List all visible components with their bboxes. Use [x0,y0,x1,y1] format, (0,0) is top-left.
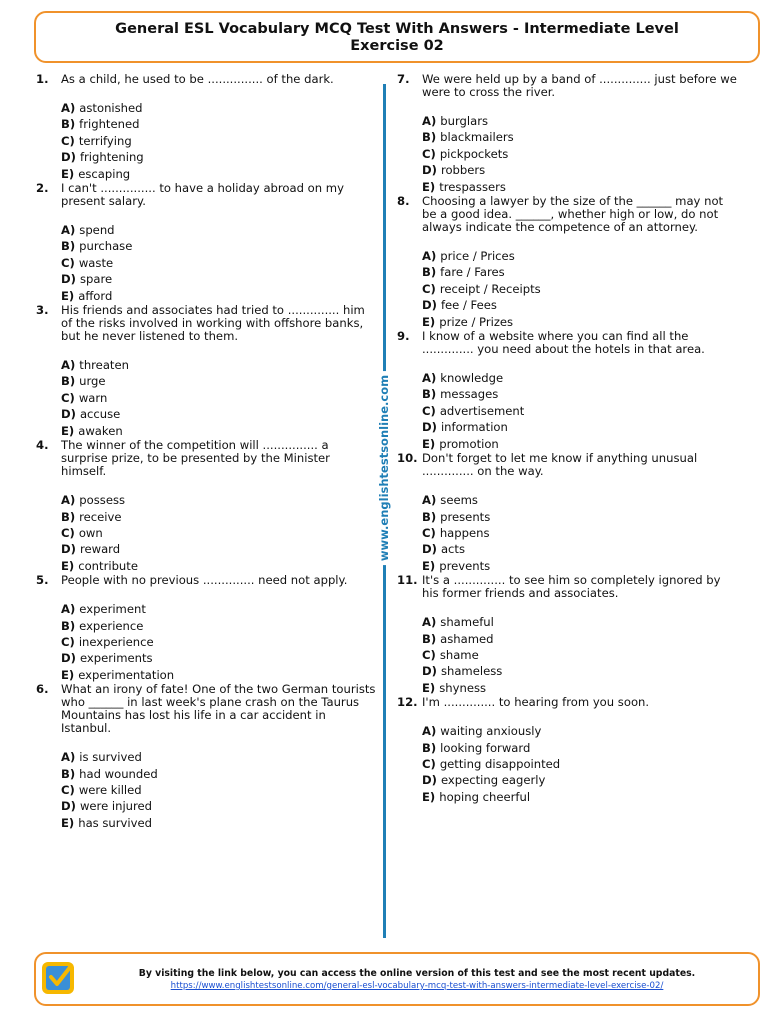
option-d[interactable] [422,162,737,178]
option-letter: D) [422,163,437,178]
option-letter: A) [422,493,437,508]
option-text: fare / Fares [440,265,505,280]
option-letter: E) [61,288,75,303]
option-text: contribute [78,558,138,573]
question-text: We were held up by a band of .............. just before we were to cross the river. [422,72,737,99]
option-text: experience [79,618,144,633]
option-letter: B) [422,631,437,646]
option-a[interactable] [422,492,737,508]
option-c[interactable] [422,647,737,663]
option-letter: D) [422,773,437,788]
footer-box [34,952,760,1006]
option-text: prize / Prizes [439,314,514,329]
option-text: happens [439,525,490,540]
option-d[interactable] [61,149,376,165]
option-text: had wounded [79,766,158,781]
option-letter: B) [61,239,76,254]
option-a[interactable] [422,614,737,630]
option-text: frightening [79,150,144,165]
question-12 [397,696,737,805]
option-d[interactable] [422,541,737,557]
option-letter: D) [422,542,437,557]
question-text: It's a .............. to see him so completely ignored by his former friends and associates. [422,573,721,601]
option-a[interactable] [61,492,376,508]
option-b[interactable] [422,631,737,647]
question-number: 5. [36,573,49,588]
question-3 [36,304,376,439]
option-d[interactable] [61,271,376,287]
option-a[interactable] [422,248,737,264]
option-b[interactable] [61,116,376,132]
site-watermark: www.englishtestsonline.com [377,371,391,565]
option-c[interactable] [61,634,376,650]
question-text: What an irony of fate! One of the two German tourists who ______ in last week's plane crash on the Taurus Mountains has lost his life in a car accident in Istanbul. [61,682,376,736]
option-list [422,248,737,330]
question-text: Choosing a lawyer by the size of the ______ may not be a good idea. ______, whether high or low, do not always indicate the competence of an attorney. [422,194,724,235]
option-letter: A) [61,602,76,617]
option-text: expecting eagerly [440,773,546,788]
option-letter: D) [61,799,76,814]
title-box [34,11,760,63]
option-letter: B) [61,618,76,633]
option-text: shame [439,647,479,662]
option-text: acts [440,542,466,557]
option-d[interactable] [422,772,737,788]
option-letter: A) [422,114,437,128]
option-b[interactable] [61,766,376,782]
option-e[interactable] [61,815,376,831]
option-text: own [78,525,103,540]
option-letter: A) [61,493,76,508]
option-text: price / Prices [440,249,515,264]
question-4 [36,439,376,574]
option-text: inexperience [78,634,154,649]
option-text: information [440,420,508,435]
option-text: blackmailers [440,130,514,145]
option-letter: D) [422,420,437,435]
option-text: looking forward [440,740,531,755]
option-text: possess [79,493,126,508]
question-number: 2. [36,181,49,196]
option-letter: D) [61,542,76,557]
question-1 [36,73,376,182]
question-10 [397,452,737,574]
option-text: purchase [79,239,133,254]
option-b[interactable] [422,129,737,145]
option-text: advertisement [439,403,525,418]
option-e[interactable] [422,436,737,452]
option-letter: A) [422,249,437,264]
checkmark-icon [42,962,74,994]
option-c[interactable] [61,782,376,798]
option-text: seems [440,493,478,508]
option-letter: B) [422,740,437,755]
question-5 [36,574,376,683]
option-letter: A) [61,223,76,238]
option-text: awaken [78,423,123,438]
option-a[interactable] [422,113,737,129]
question-number: 4. [36,438,49,453]
option-e[interactable] [422,680,737,696]
option-c[interactable] [422,403,737,419]
option-letter: C) [61,525,75,540]
option-text: promotion [439,436,499,451]
option-letter: D) [422,664,437,679]
question-number: 6. [36,682,49,697]
page-title-line2: Exercise 02 [350,38,444,54]
option-letter: C) [422,525,436,540]
option-list [422,614,737,696]
right-column [397,73,737,805]
option-letter: B) [61,766,76,781]
option-text: ashamed [440,631,494,646]
option-letter: A) [61,358,76,373]
question-9 [397,330,737,452]
question-number: 1. [36,72,49,86]
option-text: were injured [79,799,153,814]
option-text: trespassers [439,179,506,194]
option-text: burglars [440,114,489,128]
option-c[interactable] [61,390,376,406]
option-c[interactable] [422,146,737,162]
option-text: spare [79,272,113,287]
option-e[interactable] [61,558,376,574]
option-list [422,492,737,574]
option-text: pickpockets [439,146,509,161]
option-e[interactable] [61,288,376,304]
option-c[interactable] [61,133,376,149]
option-e[interactable] [61,166,376,182]
option-letter: D) [61,651,76,666]
option-list [61,357,376,439]
option-a[interactable] [422,370,737,386]
option-letter: C) [61,634,75,649]
option-letter: A) [422,371,437,386]
option-b[interactable] [61,509,376,525]
option-e[interactable] [422,179,737,195]
option-b[interactable] [422,264,737,280]
option-text: were killed [78,782,142,797]
question-number: 10. [397,451,418,466]
option-list [422,370,737,452]
option-text: afford [78,288,113,303]
option-text: getting disappointed [439,756,561,771]
option-letter: B) [61,509,76,524]
option-c[interactable] [61,525,376,541]
option-letter: E) [422,789,436,804]
question-text: I'm .............. to hearing from you soon. [422,695,650,710]
option-letter: C) [422,281,436,296]
option-d[interactable] [422,297,737,313]
option-letter: E) [422,680,436,695]
option-a[interactable] [61,100,376,116]
option-a[interactable] [61,749,376,765]
option-letter: B) [422,265,437,280]
option-letter: B) [61,374,76,389]
option-letter: A) [422,615,437,630]
option-text: is survived [79,750,142,765]
option-letter: E) [61,815,75,830]
option-text: frightened [79,117,140,132]
option-b[interactable] [61,618,376,634]
question-number: 9. [397,329,410,344]
option-letter: C) [61,782,75,797]
question-text: I know of a website where you can find all the .............. you need about the hotels in that area. [422,329,705,357]
option-a[interactable] [61,601,376,617]
option-b[interactable] [422,509,737,525]
option-b[interactable] [61,238,376,254]
left-column [36,73,376,831]
option-a[interactable] [422,723,737,739]
question-number: 7. [397,72,410,86]
option-list [422,113,737,195]
option-b[interactable] [422,386,737,402]
option-text: has survived [78,815,152,830]
option-text: terrifying [78,133,132,148]
option-text: receive [79,509,122,524]
option-letter: E) [61,558,75,573]
option-text: knowledge [440,371,504,386]
option-text: shameless [440,664,503,679]
option-text: reward [79,542,121,557]
option-c[interactable] [422,281,737,297]
option-b[interactable] [61,373,376,389]
option-d[interactable] [422,419,737,435]
option-letter: D) [61,150,76,165]
option-text: shameful [440,615,494,630]
option-letter: D) [422,298,437,313]
option-text: shyness [439,680,487,695]
option-text: astonished [79,101,143,115]
option-letter: C) [61,255,75,270]
option-text: waste [78,255,114,270]
option-e[interactable] [61,423,376,439]
option-list [61,222,376,304]
option-text: escaping [78,166,131,181]
option-text: spend [79,223,115,238]
option-text: hoping cheerful [439,789,531,804]
option-e[interactable] [61,667,376,683]
option-text: accuse [79,407,121,422]
option-e[interactable] [422,558,737,574]
option-text: experiment [79,602,146,617]
option-c[interactable] [422,756,737,772]
option-d[interactable] [61,541,376,557]
option-a[interactable] [61,357,376,373]
question-number: 8. [397,194,410,209]
option-text: presents [440,509,491,524]
option-b[interactable] [422,740,737,756]
option-list [61,749,376,831]
option-letter: A) [61,750,76,765]
option-list [422,723,737,805]
question-2 [36,182,376,304]
option-list [61,492,376,574]
question-text: The winner of the competition will ............... a surprise prize, to be presented by the Minister himself. [61,438,330,479]
option-letter: E) [422,179,436,194]
option-letter: C) [422,403,436,418]
option-text: receipt / Receipts [439,281,541,296]
question-8 [397,195,737,330]
option-text: messages [440,387,499,402]
option-d[interactable] [61,650,376,666]
option-letter: C) [422,146,436,161]
option-text: prevents [439,558,491,573]
option-e[interactable] [422,314,737,330]
page-title-line1: General ESL Vocabulary MCQ Test With Answers - Intermediate Level [115,21,679,37]
option-letter: D) [61,272,76,287]
option-text: threaten [79,358,129,373]
option-letter: E) [422,558,436,573]
question-number: 11. [397,573,418,588]
option-text: fee / Fees [440,298,497,313]
option-letter: E) [61,166,75,181]
option-letter: B) [422,387,437,402]
option-letter: E) [61,667,75,682]
option-letter: A) [61,101,76,115]
question-number: 12. [397,695,418,710]
option-text: urge [79,374,106,389]
option-letter: E) [61,423,75,438]
option-e[interactable] [422,789,737,805]
option-letter: C) [422,756,436,771]
option-text: experiments [79,651,153,666]
option-letter: C) [61,390,75,405]
option-list [61,601,376,683]
option-d[interactable] [422,663,737,679]
footer-link[interactable]: https://www.englishtestsonline.com/general-esl-vocabulary-mcq-test-with-answers-intermediate-level-exercise-02/ [170,981,664,991]
option-d[interactable] [61,406,376,422]
question-text: Don't forget to let me know if anything unusual .............. on the way. [422,451,698,479]
option-letter: C) [422,647,436,662]
option-letter: E) [422,436,436,451]
option-letter: C) [61,133,75,148]
question-text: As a child, he used to be ............... of the dark. [61,72,334,86]
option-text: waiting anxiously [440,724,542,739]
option-d[interactable] [61,798,376,814]
option-text: warn [78,390,108,405]
option-letter: B) [61,117,76,132]
option-letter: B) [422,130,437,145]
option-letter: D) [61,407,76,422]
option-text: robbers [440,163,486,178]
option-a[interactable] [61,222,376,238]
question-11 [397,574,737,696]
question-text: I can't ............... to have a holiday abroad on my present salary. [61,181,344,209]
option-letter: E) [422,314,436,329]
question-text: His friends and associates had tried to .............. him of the risks involved in working with offshore banks, but he never listened to them. [61,303,365,344]
option-letter: B) [422,509,437,524]
question-6 [36,683,376,831]
option-list [61,100,376,182]
option-letter: A) [422,724,437,739]
question-text: People with no previous .............. need not apply. [61,573,348,588]
option-c[interactable] [422,525,737,541]
option-text: experimentation [78,667,175,682]
option-c[interactable] [61,255,376,271]
question-number: 3. [36,303,49,318]
question-7 [397,73,737,195]
footer-message: By visiting the link below, you can access the online version of this test and see the most recent updates. [138,968,696,979]
